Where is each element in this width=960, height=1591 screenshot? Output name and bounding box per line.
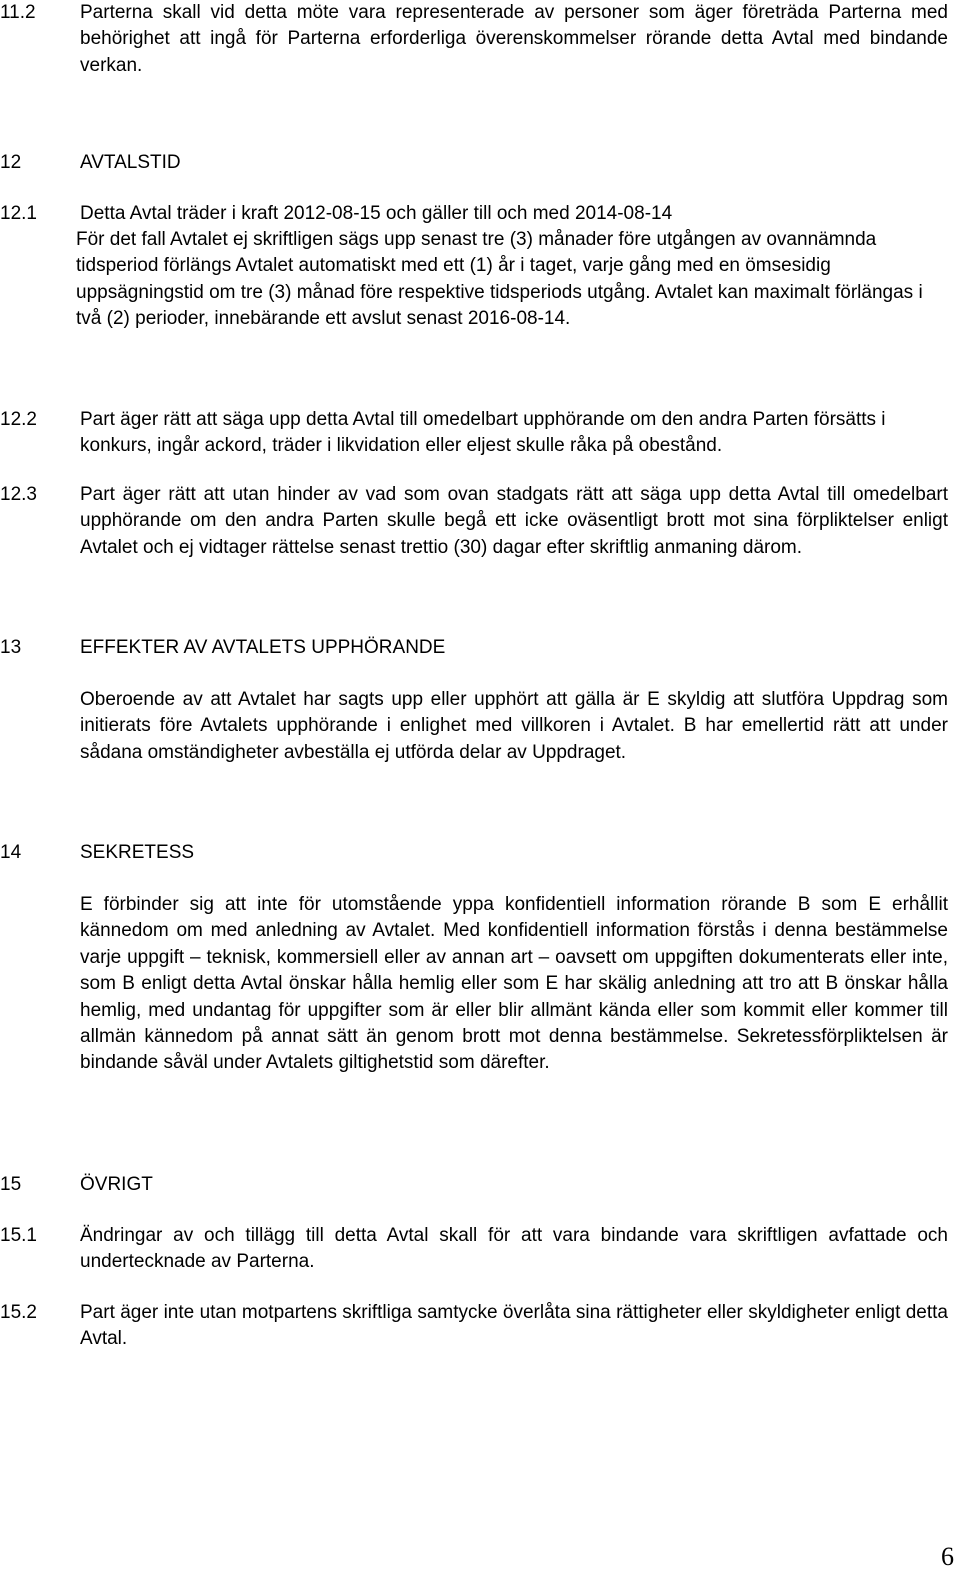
clause-text: Ändringar av och tillägg till detta Avtal skall för att vara bindande vara skriftligen avfattade och undertecknade av Parterna. (80, 1225, 948, 1273)
page-number: 6 (941, 1542, 954, 1571)
clause-number: 12.2 (0, 409, 37, 430)
clause-text: Part äger inte utan motpartens skriftliga samtycke överlåta sina rättigheter eller skyldigheter enligt detta Avtal. (80, 1302, 948, 1350)
heading-title: AVTALSTID (80, 152, 181, 173)
clause-number: 12.1 (0, 203, 37, 224)
paragraph-text: E förbinder sig att inte för utomstående yppa konfidentiell information rörande B som E erhållit kännedom om med anledning av Avtalet. Med konfidentiell information förstås i denna bestämmelse varje uppgift – teknisk, kommersiell eller av annan art – oavsett om uppgiften dokumenterats eller inte, som B enligt detta Avtal önskar hålla hemlig eller som E har skälig anledning att tro att B önskar hålla hemlig, med undantag för uppgifter som är eller blir allmänt kända eller som kommit eller kommer till allmän kännedom på annat sätt än genom brott mot denna bestämmelse. Sekretessförpliktelsen är bindande såväl under Avtalets giltighetstid som därefter. (80, 894, 948, 1074)
clause-text: Parterna skall vid detta möte vara representerade av personer som äger företräda Parterna med behörighet att ingå för Parterna erforderliga överenskommelser rörande detta Avtal med bindande verkan. (80, 2, 948, 76)
heading-title: EFFEKTER AV AVTALETS UPPHÖRANDE (80, 637, 446, 658)
clause-text: Part äger rätt att utan hinder av vad som ovan stadgats rätt att säga upp detta Avtal till omedelbart upphörande om den andra Parten skulle begå ett icke oväsentligt brott mot sina förpliktelser enligt Avtalet och ej vidtager rättelse senast trettio (30) dagar efter skriftlig anmaning därom. (80, 484, 948, 558)
clause-number: 15.2 (0, 1302, 37, 1323)
clause-number: 11.2 (0, 2, 36, 23)
heading-title: ÖVRIGT (80, 1174, 153, 1195)
paragraph-text: Oberoende av att Avtalet har sagts upp eller upphört att gälla är E skyldig att slutföra Uppdrag som initierats före Avtalets upphörande i enlighet med villkoren i Avtalet. B har emellertid rätt att under sådana omständigheter avbeställa ej utförda delar av Uppdraget. (80, 689, 948, 763)
clause-first-line: Detta Avtal träder i kraft 2012-08-15 och gäller till och med 2014-08-14 (80, 203, 673, 224)
heading-number: 12 (0, 152, 22, 173)
clause-number: 12.3 (0, 484, 37, 505)
clause-text: För det fall Avtalet ej skriftligen sägs upp senast tre (3) månader före utgången av ovannämnda tidsperiod förlängs Avtalet automatiskt med ett (1) år i taget, varje gång med en ömsesidig uppsägningstid om tre (3) månad före respektive tidsperiods utgång. Avtalet kan maximalt förlängas i två (2) perioder, innebärande ett avslut senast 2016-08-14. (76, 229, 923, 330)
heading-number: 14 (0, 842, 22, 863)
clause-number: 15.1 (0, 1225, 37, 1246)
heading-number: 13 (0, 637, 22, 658)
clause-text: Part äger rätt att säga upp detta Avtal till omedelbart upphörande om den andra Parten försätts i konkurs, ingår ackord, träder i likvidation eller eljest skulle råka på obestånd. (80, 409, 886, 457)
heading-title: SEKRETESS (80, 842, 195, 863)
heading-number: 15 (0, 1174, 22, 1195)
